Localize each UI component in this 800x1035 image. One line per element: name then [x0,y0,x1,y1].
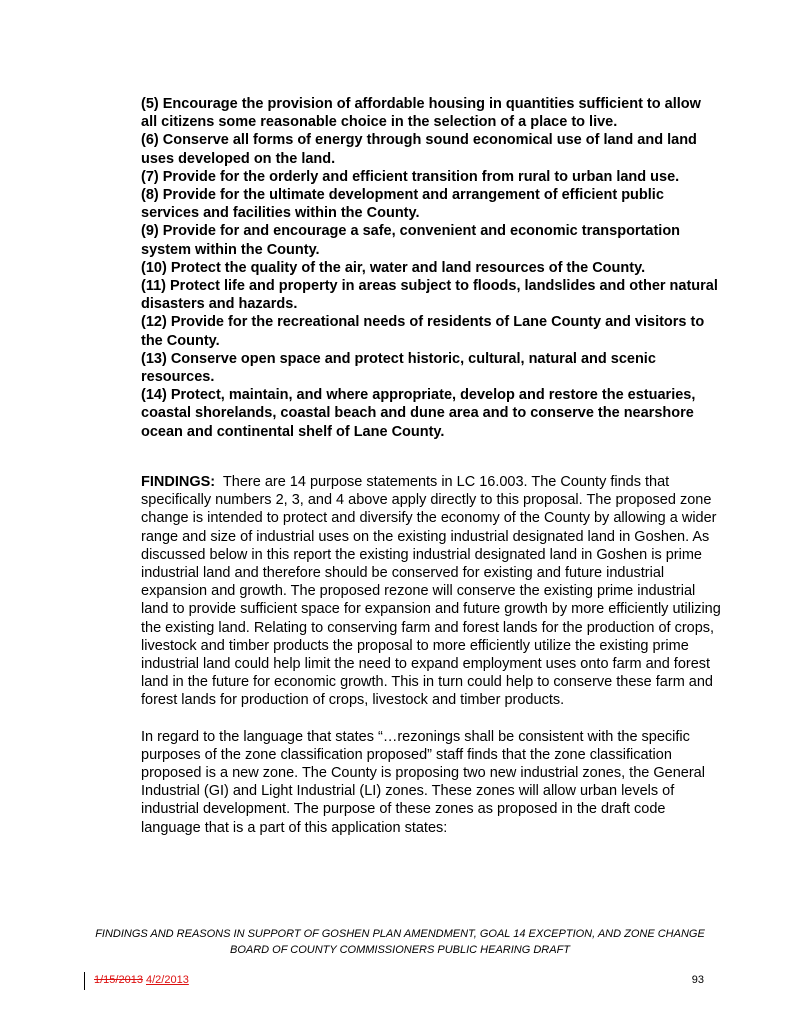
purpose-item-7: (7) Provide for the orderly and efficient transition from rural to urban land use. [141,168,680,185]
revision-change-bar [84,972,85,990]
purpose-item-10: (10) Protect the quality of the air, water and land resources of the County. [141,259,646,276]
purpose-statements [141,95,721,441]
purpose-item-14: (14) Protect, maintain, and where appropriate, develop and restore the estuaries, coastal shorelands, coastal beach and dune area and to conserve the nearshore ocean and continental shelf of Lane County. [141,387,696,440]
revision-date [94,974,189,986]
purpose-item-8: (8) Provide for the ultimate development and arrangement of efficient public services and facilities within the County. [141,187,664,222]
page-number: 93 [691,974,704,986]
purpose-item-6: (6) Conserve all forms of energy through sound economical use of land and land uses developed on the land. [141,132,697,167]
purpose-item-5: (5) Encourage the provision of affordable housing in quantities sufficient to allow all citizens some reasonable choice in the selection of a place to live. [141,96,701,131]
findings-paragraph-1 [141,473,721,710]
purpose-item-9: (9) Provide for and encourage a safe, convenient and economic transportation system within the County. [141,223,681,258]
revision-date-new: 4/2/2013 [146,974,189,986]
findings-text-1: There are 14 purpose statements in LC 16.003. The County finds that specifically numbers 2, 3, and 4 above apply directly to this proposal. The proposed zone change is intended to protect and diversify the economy of the County by allowing a wider range and size of industrial uses on the existing industrial designated land in Goshen. As discussed below in this report the existing industrial designated land in Goshen is prime industrial land and therefore should be conserved for existing and future industrial expansion and growth. The proposed rezone will conserve the existing prime industrial land to provide sufficient space for expansion and future growth by more efficiently utilizing the existing land. Relating to conserving farm and forest lands for the production of crops, livestock and timber products the proposal to more efficiently utilize the existing prime industrial land could help limit the need to expand employment uses onto farm and forest land in the future for economic growth. This in turn could help to conserve these farm and forest lands for production of crops, livestock and timber products. [141,474,721,709]
purpose-item-11: (11) Protect life and property in areas subject to floods, landslides and other natural disasters and hazards. [141,278,718,313]
findings-label: FINDINGS: [141,474,216,490]
purpose-item-12: (12) Provide for the recreational needs of residents of Lane County and visitors to the County. [141,314,705,349]
footer-title-line-2: BOARD OF COUNTY COMMISSIONERS PUBLIC HEARING DRAFT [229,944,571,956]
findings-paragraph-2: In regard to the language that states “…rezonings shall be consistent with the specific purposes of the zone classification proposed” staff finds that the zone classification proposed is a new zone. The County is proposing two new industrial zones, the General Industrial (GI) and Light Industrial (LI) zones. These zones will allow urban levels of industrial development. The purpose of these zones as proposed in the draft code language that is a part of this application states: [141,728,705,836]
footer-title-line-1: FINDINGS AND REASONS IN SUPPORT OF GOSHEN PLAN AMENDMENT, GOAL 14 EXCEPTION, AND ZONE CHANGE [95,928,705,940]
revision-date-old: 1/15/2013 [94,974,143,986]
findings-section [141,473,721,855]
purpose-item-13: (13) Conserve open space and protect historic, cultural, natural and scenic resources. [141,350,656,386]
